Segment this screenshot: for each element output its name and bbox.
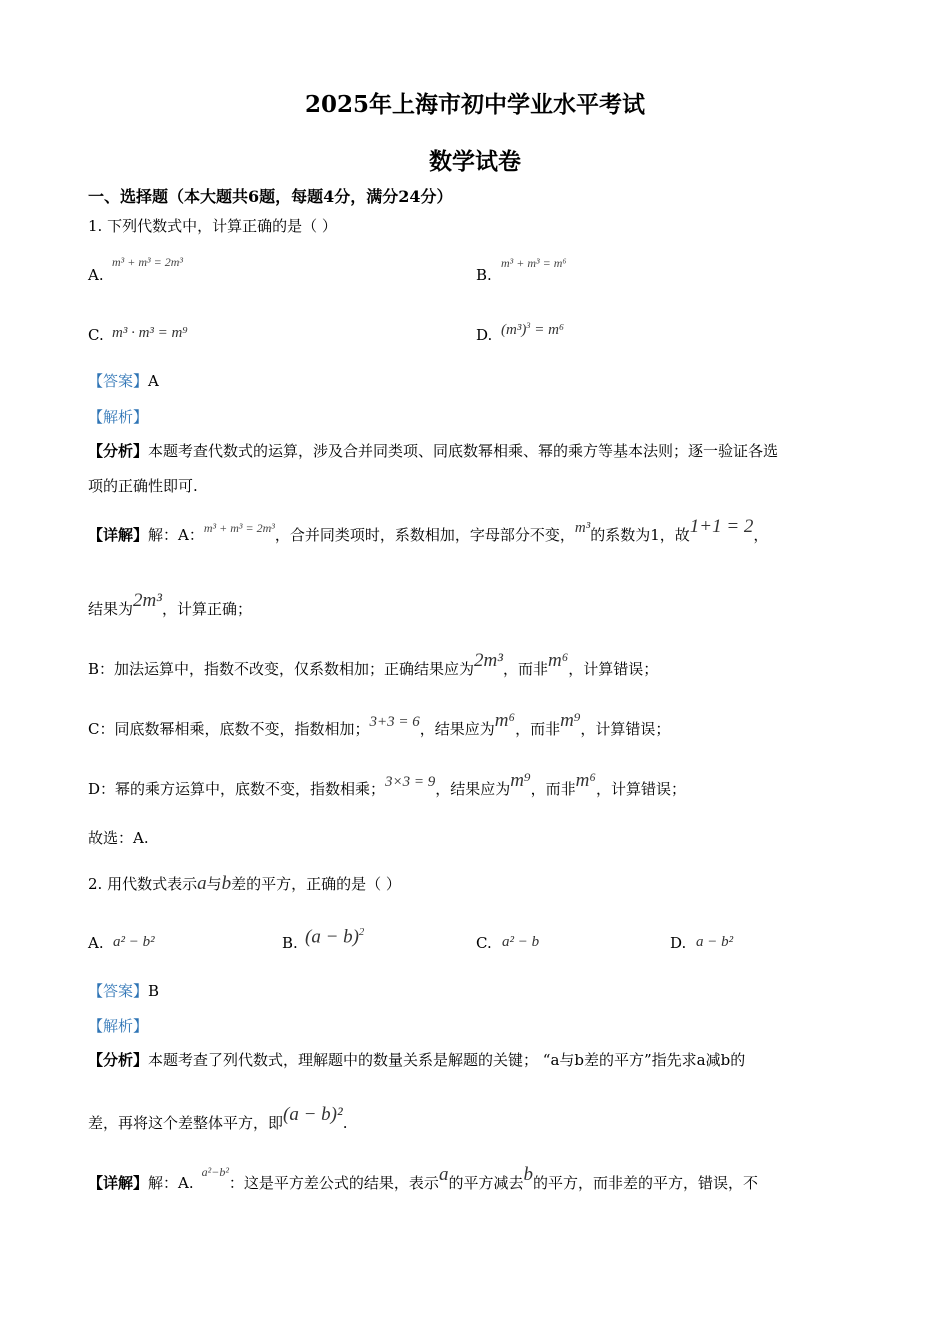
q2-stem: 2. 用代数式表示a与b差的平方，正确的是（ ） <box>88 873 401 894</box>
q1-detail-line1: 【详解】解：A：$^{m^3 + m^3 = 2m^3}$，合并同类项时，系数相加，字母部分不变，m³的系数为1，故1+1 = 2， <box>88 516 769 544</box>
q1-conclusion: 故选：A. <box>88 829 149 847</box>
q2-fenxi-line1: 【分析】本题考查了列代数式，理解题中的数量关系是解题的关键； “a与b差的平方”指先求a减b的 <box>88 1051 746 1069</box>
q2-option-c-formula: a² − b <box>502 934 540 950</box>
q1-fenxi-line1: 【分析】本题考查代数式的运算，涉及合并同类项、同底数幂相乘、幂的乘方等基本法则；逐一验证各选 <box>88 442 779 460</box>
section-heading: 一、选择题（本大题共6题，每题4分，满分24分） <box>88 187 453 206</box>
q1-option-c-formula: m³ · m³ = m⁹ <box>112 325 188 341</box>
q1-option-b-formula: m³ + m³ = m⁶ <box>501 256 567 270</box>
exam-title: 2025年上海市初中学业水平考试 <box>304 91 645 118</box>
q2-option-d-formula: a − b² <box>696 934 734 950</box>
q1-option-d-label: D. <box>476 326 493 344</box>
q1-option-d-formula: $(m^3)^3 = m^6$ <box>501 321 565 338</box>
q2-option-d-label: D. <box>670 934 687 952</box>
q1-option-a-formula: m³ + m³ = 2m³ <box>112 255 183 269</box>
q2-detail-line1: 【详解】解：A.$^{a^2-b^2}$：这是平方差公式的结果，表示a的平方减去b的平方，而非差的平方，错误，不 <box>88 1164 758 1192</box>
q2-option-c-label: C. <box>476 934 492 952</box>
q1-detail-option-b: B：加法运算中，指数不改变，仅系数相加；正确结果应为2m³，而非m⁶，计算错误； <box>88 650 659 678</box>
q2-option-a-formula: a² − b² <box>113 934 155 950</box>
q1-answer: 【答案】A <box>88 372 159 390</box>
q1-fenxi-line2: 项的正确性即可. <box>88 477 198 495</box>
q1-detail-option-d: D：幂的乘方运算中，底数不变，指数相乘；3×3 = 9，结果应为m⁹，而非m⁶，计算错误； <box>88 770 686 798</box>
q1-option-c-label: C. <box>88 326 104 344</box>
q1-option-a-label: A. <box>88 266 104 284</box>
q1-detail-option-c: C：同底数幂相乘，底数不变，指数相加；3+3 = 6，结果应为m⁶，而非m⁹，计算错误； <box>88 710 671 738</box>
q1-detail-line2: 结果为2m³，计算正确； <box>88 590 252 618</box>
q1-analysis-tag: 【解析】 <box>88 408 149 426</box>
q2-answer: 【答案】B <box>88 982 160 1000</box>
q2-fenxi-line2: 差，再将这个差整体平方，即(a − b)². <box>88 1104 348 1132</box>
q2-option-a-label: A. <box>88 934 104 952</box>
exam-subtitle: 数学试卷 <box>429 148 521 175</box>
q1-option-b-label: B. <box>476 266 492 284</box>
q2-analysis-tag: 【解析】 <box>88 1017 149 1035</box>
q2-option-b-label: B. <box>282 934 298 952</box>
q2-option-b-formula: $(a - b)^2$ <box>305 926 365 948</box>
q1-stem: 1. 下列代数式中，计算正确的是（ ） <box>88 217 337 235</box>
